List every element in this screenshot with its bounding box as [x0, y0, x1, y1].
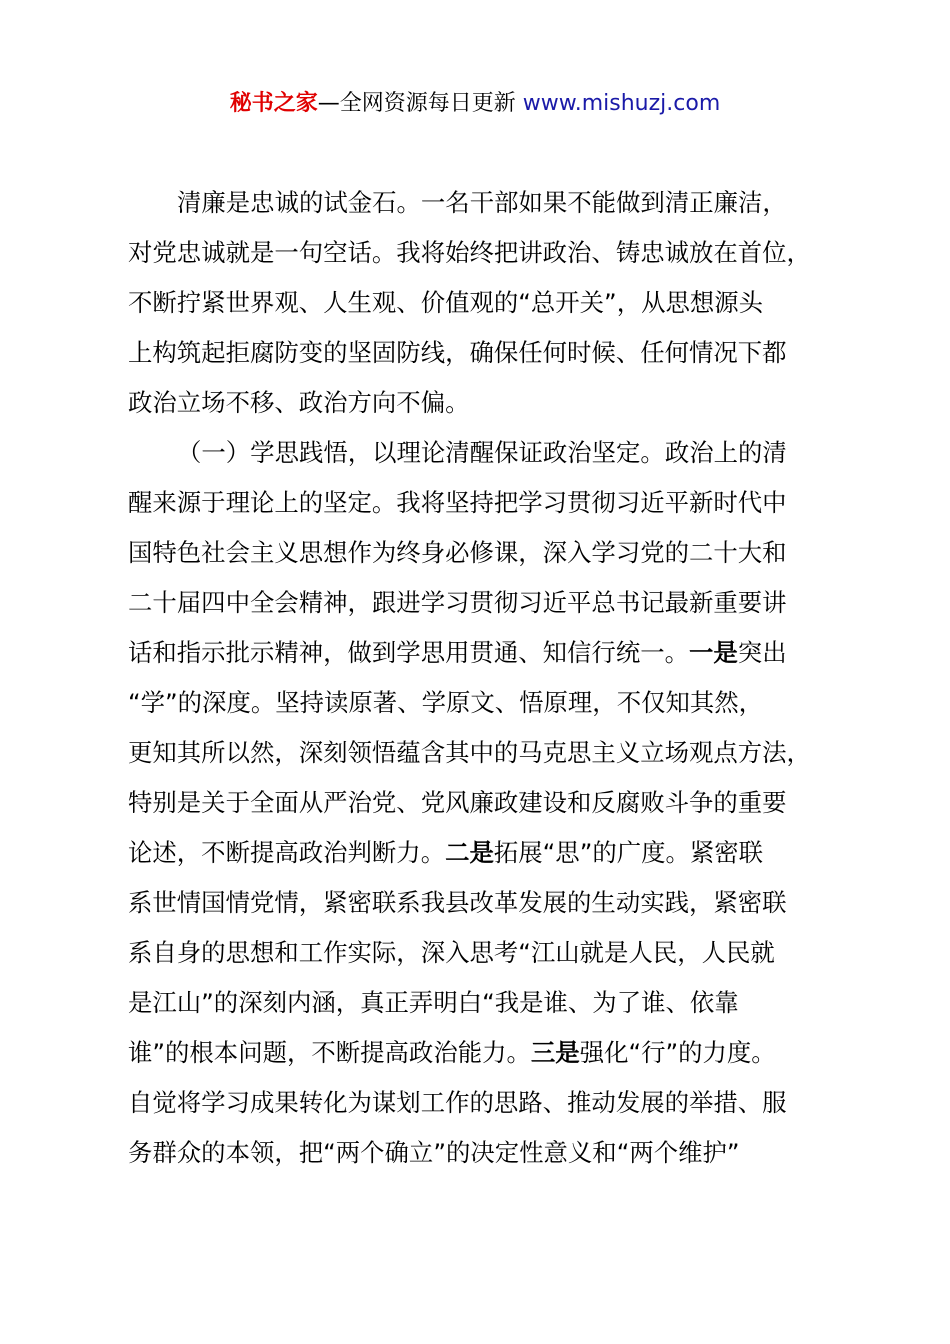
text-line [128, 228, 828, 278]
header-url-link[interactable]: www.mishuzj.com [522, 91, 721, 116]
text-line [128, 278, 828, 328]
line-text: 自觉将学习成果转化为谋划工作的思路、推动发展的举措、服 [128, 1088, 787, 1117]
line-text: 二十届四中全会精神，跟进学习贯彻习近平总书记最新重要讲 [128, 588, 787, 617]
text-line [128, 628, 828, 678]
bold-marker-text: 二是 [445, 838, 494, 867]
line-text: 话和指示批示精神，做到学思用贯通、知信行统一。 [128, 638, 689, 667]
line-text: 上构筑起拒腐防变的坚固防线，确保任何时候、任何情况下都 [128, 338, 787, 367]
line-text: 政治立场不移、政治方向不偏。 [128, 388, 470, 417]
text-line [128, 978, 828, 1028]
text-line [128, 478, 828, 528]
line-text: 谁”的根本问题，不断提高政治能力。 [128, 1038, 531, 1067]
line-text: 国特色社会主义思想作为终身必修课，深入学习党的二十大和 [128, 538, 787, 567]
text-line [128, 828, 828, 878]
line-text: （一）学思践悟，以理论清醒保证政治坚定。政治上的清 [177, 438, 787, 467]
text-line [128, 378, 828, 428]
line-text: 论述，不断提高政治判断力。 [128, 838, 446, 867]
bold-marker-text: 三是 [530, 1038, 580, 1067]
line-text: 系世情国情党情，紧密联系我县改革发展的生动实践，紧密联 [128, 888, 787, 917]
line-text: 特别是关于全面从严治党、党风廉政建设和反腐败斗争的重要 [128, 788, 787, 817]
text-line [128, 428, 828, 478]
line-text: 清廉是忠诚的试金石。一名干部如果不能做到清正廉洁， [177, 188, 787, 217]
text-line [128, 328, 828, 378]
line-text: 醒来源于理论上的坚定。我将坚持把学习贯彻习近平新时代中 [128, 488, 787, 517]
line-text: “学”的深度。坚持读原著、学原文、悟原理，不仅知其然， [128, 688, 764, 717]
text-line [128, 878, 828, 928]
text-line [128, 1078, 828, 1128]
brand-name: 秘书之家 [229, 91, 318, 116]
text-line [128, 578, 828, 628]
bold-marker-text: 一是 [689, 638, 738, 667]
header-slogan: —全网资源每日更新 [317, 91, 523, 116]
text-line [128, 528, 828, 578]
line-text: 更知其所以然，深刻领悟蕴含其中的马克思主义立场观点方法， [128, 738, 811, 767]
line-text: 拓展“思”的广度。紧密联 [493, 838, 764, 867]
line-text: 对党忠诚就是一句空话。我将始终把讲政治、铸忠诚放在首位， [128, 238, 811, 267]
line-text: 突出 [737, 638, 787, 667]
text-line [128, 178, 828, 228]
text-line [128, 1128, 828, 1178]
line-text: 务群众的本领，把“两个确立”的决定性意义和“两个维护” [128, 1138, 740, 1167]
line-text: 不断拧紧世界观、人生观、价值观的“总开关”，从思想源头 [128, 288, 764, 317]
text-line [128, 928, 828, 978]
text-line [128, 1028, 828, 1078]
line-text: 是江山”的深刻内涵，真正弄明白“我是谁、为了谁、依靠 [128, 988, 739, 1017]
text-line [128, 678, 828, 728]
line-text: 强化“行”的力度。 [579, 1038, 776, 1067]
document-body [128, 178, 828, 1178]
line-text: 系自身的思想和工作实际，深入思考“江山就是人民，人民就 [128, 938, 775, 967]
text-line [128, 728, 828, 778]
text-line [128, 778, 828, 828]
page-header [0, 86, 950, 122]
